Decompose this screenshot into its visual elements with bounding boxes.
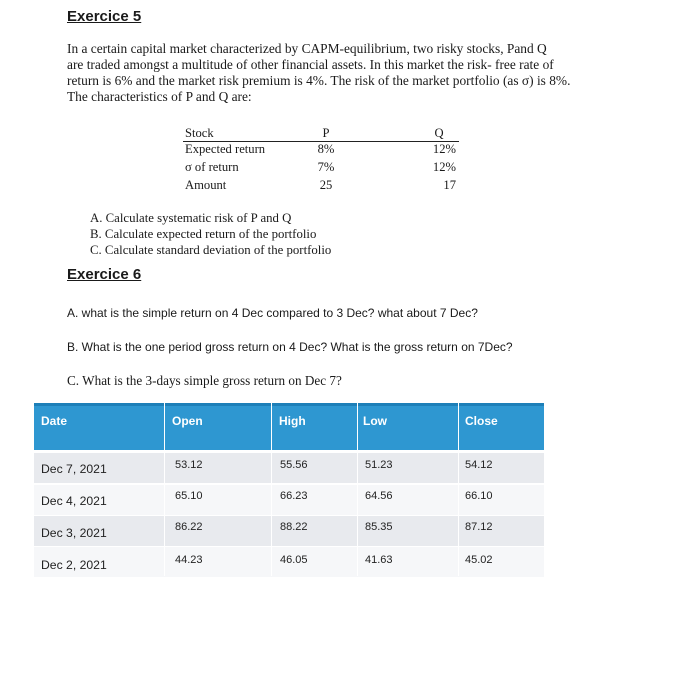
exercise-6-question-b: B. What is the one period gross return on 4 Dec? What is the gross return on 7Dec? — [67, 340, 513, 354]
cell-high: 66.23 — [280, 490, 308, 502]
paragraph-line: The characteristics of P and Q are: — [67, 89, 252, 104]
exercise-6-question-a: A. what is the simple return on 4 Dec compared to 3 Dec? what about 7 Dec? — [67, 306, 478, 320]
cell-high: 46.05 — [280, 554, 308, 566]
paragraph-line: In a certain capital market characterized by CAPM-equilibrium, two risky stocks, Pand Q — [67, 41, 547, 56]
stock-row-q: 12% — [432, 142, 456, 156]
exercise-6-title: Exercice 6 — [67, 266, 142, 283]
stock-row-label: Expected return — [185, 142, 266, 156]
stock-row-p: 8% — [317, 142, 335, 156]
column-header-open: Open — [172, 414, 203, 428]
cell-close: 87.12 — [465, 521, 493, 533]
column-divider — [164, 403, 165, 576]
cell-close: 66.10 — [465, 490, 493, 502]
stock-row-label: σ of return — [185, 160, 239, 174]
exercise-5-questions — [90, 210, 331, 258]
stock-row-label: Amount — [185, 178, 227, 192]
column-divider — [357, 403, 358, 576]
exercise-5-title: Exercice 5 — [67, 8, 142, 25]
column-header-high: High — [279, 414, 306, 428]
stock-row-q: 12% — [432, 160, 456, 174]
stock-header-q: Q — [434, 126, 444, 140]
cell-close: 45.02 — [465, 554, 493, 566]
cell-low: 51.23 — [365, 459, 393, 471]
table-row — [34, 485, 544, 515]
stock-header-p: P — [322, 126, 330, 140]
table-row — [34, 516, 544, 546]
exercise-6-question-c: C. What is the 3-days simple gross return on Dec 7? — [67, 373, 342, 388]
table-row — [34, 453, 544, 483]
cell-date: Dec 4, 2021 — [41, 494, 107, 508]
cell-high: 88.22 — [280, 521, 308, 533]
cell-open: 65.10 — [175, 490, 203, 502]
exercise-5-paragraph — [67, 41, 633, 105]
stock-row-p: 7% — [317, 160, 335, 174]
cell-low: 41.63 — [365, 554, 393, 566]
stock-row-q: 17 — [443, 178, 456, 192]
column-header-close: Close — [465, 414, 498, 428]
cell-high: 55.56 — [280, 459, 308, 471]
table-row — [34, 547, 544, 577]
paragraph-line: are traded amongst a multitude of other financial assets. In this market the risk- free rate of — [67, 57, 554, 72]
column-divider — [271, 403, 272, 576]
paragraph-line: return is 6% and the market risk premium is 4%. The risk of the market portfolio (as σ) is 8%. — [67, 73, 571, 88]
column-header-low: Low — [363, 414, 387, 428]
cell-date: Dec 3, 2021 — [41, 526, 107, 540]
cell-open: 44.23 — [175, 554, 203, 566]
price-table — [34, 403, 544, 577]
cell-close: 54.12 — [465, 459, 493, 471]
question-item: A. Calculate systematic risk of P and Q — [90, 211, 292, 225]
cell-open: 86.22 — [175, 521, 203, 533]
column-header-date: Date — [41, 414, 68, 428]
stock-header-label: Stock — [185, 126, 214, 140]
cell-date: Dec 2, 2021 — [41, 558, 107, 572]
cell-open: 53.12 — [175, 459, 203, 471]
question-item: C. Calculate standard deviation of the portfolio — [90, 243, 332, 257]
question-item: B. Calculate expected return of the portfolio — [90, 227, 317, 241]
column-divider — [458, 403, 459, 576]
stock-row-p: 25 — [319, 178, 333, 192]
cell-low: 64.56 — [365, 490, 393, 502]
cell-date: Dec 7, 2021 — [41, 462, 107, 476]
cell-low: 85.35 — [365, 521, 393, 533]
